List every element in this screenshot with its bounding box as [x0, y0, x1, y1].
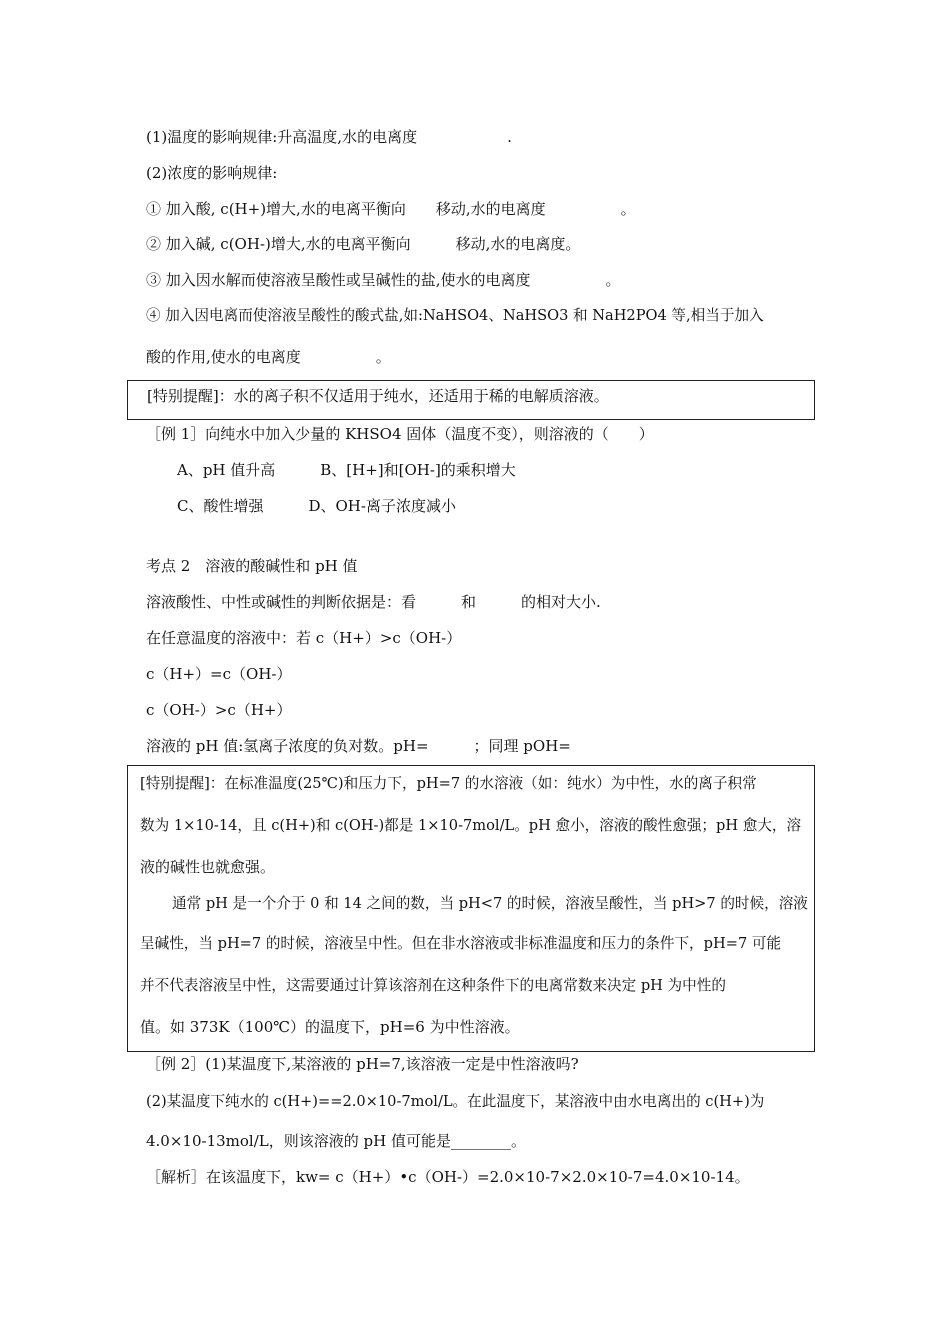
tip-box-1 — [127, 380, 815, 420]
example-2-question-2a: (2)某温度下纯水的 c(H+)==2.0×10-7mol/L。在此温度下，某溶液中由水电离出的 c(H+)为 — [146, 1093, 765, 1110]
tip-2-line-5: 呈碱性，当 pH=7 的时候，溶液呈中性。但在非水溶液或非标准温度和压力的条件下，pH=7 可能 — [140, 935, 782, 952]
s2-line-4: c（OH-）>c（H+） — [146, 701, 292, 719]
tip-2-line-7: 值。如 373K（100℃）的温度下，pH=6 为中性溶液。 — [140, 1018, 520, 1036]
example-2-question-1: ［例 2］(1)某温度下,某溶液的 pH=7,该溶液一定是中性溶液吗? — [146, 1055, 579, 1073]
s1-line-6: ④ 加入因电离而使溶液呈酸性的酸式盐,如:NaHSO4、NaHSO3 和 NaH2PO4 等,相当于加入 — [146, 307, 764, 324]
example-1-options-ab: A、pH 值升高 B、[H+]和[OH-]的乘积增大 — [177, 461, 516, 479]
example-2-question-2b: 4.0×10-13mol/L，则该溶液的 pH 值可能是________。 — [146, 1132, 526, 1150]
s1-line-2: (2)浓度的影响规律: — [146, 164, 278, 182]
s2-line-3: c（H+）=c（OH-） — [146, 665, 292, 683]
example-2-analysis: ［解析］在该温度下，kw= c（H+）•c（OH-）=2.0×10-7×2.0×10-7=4.0×10-14。 — [146, 1168, 750, 1186]
s1-line-4: ② 加入碱, c(OH-)增大,水的电离平衡向 移动,水的电离度。 — [146, 235, 581, 253]
s2-line-1: 溶液酸性、中性或碱性的判断依据是：看 和 的相对大小. — [146, 593, 601, 611]
tip-2-line-3: 液的碱性也就愈强。 — [140, 858, 276, 876]
s1-line-1: (1)温度的影响规律:升高温度,水的电离度 . — [146, 128, 512, 146]
s2-line-2: 在任意温度的溶液中：若 c（H+）>c（OH-） — [146, 629, 462, 647]
tip-2-line-2: 数为 1×10-14，且 c(H+)和 c(OH-)都是 1×10-7mol/L。pH 愈小，溶液的酸性愈强；pH 愈大，溶 — [140, 817, 802, 834]
tip-1-text: [特别提醒]：水的离子积不仅适用于纯水，还适用于稀的电解质溶液。 — [147, 387, 609, 405]
tip-2-line-1: [特别提醒]：在标准温度(25℃)和压力下，pH=7 的水溶液（如：纯水）为中性，水的离子积常 — [140, 775, 757, 792]
example-1-options-cd: C、酸性增强 D、OH-离子浓度减小 — [177, 497, 456, 515]
s2-line-5: 溶液的 pH 值:氢离子浓度的负对数。pH= ；同理 pOH= — [146, 737, 571, 755]
tip-2-line-6: 并不代表溶液呈中性，这需要通过计算该溶剂在这种条件下的电离常数来决定 pH 为中性的 — [140, 977, 726, 994]
section-2-title: 考点 2 溶液的酸碱性和 pH 值 — [146, 557, 358, 575]
example-1-question: ［例 1］向纯水中加入少量的 KHSO4 固体（温度不变），则溶液的（ ） — [146, 425, 654, 443]
tip-2-line-4: 通常 pH 是一个介于 0 和 14 之间的数，当 pH<7 的时候，溶液呈酸性，当 pH>7 的时候，溶液 — [172, 895, 808, 912]
tip-box-2 — [127, 765, 815, 1052]
s1-line-3: ① 加入酸, c(H+)增大,水的电离平衡向 移动,水的电离度 。 — [146, 200, 636, 218]
s1-line-7: 酸的作用,使水的电离度 。 — [146, 348, 391, 366]
s1-line-5: ③ 加入因水解而使溶液呈酸性或呈碱性的盐,使水的电离度 。 — [146, 271, 621, 289]
